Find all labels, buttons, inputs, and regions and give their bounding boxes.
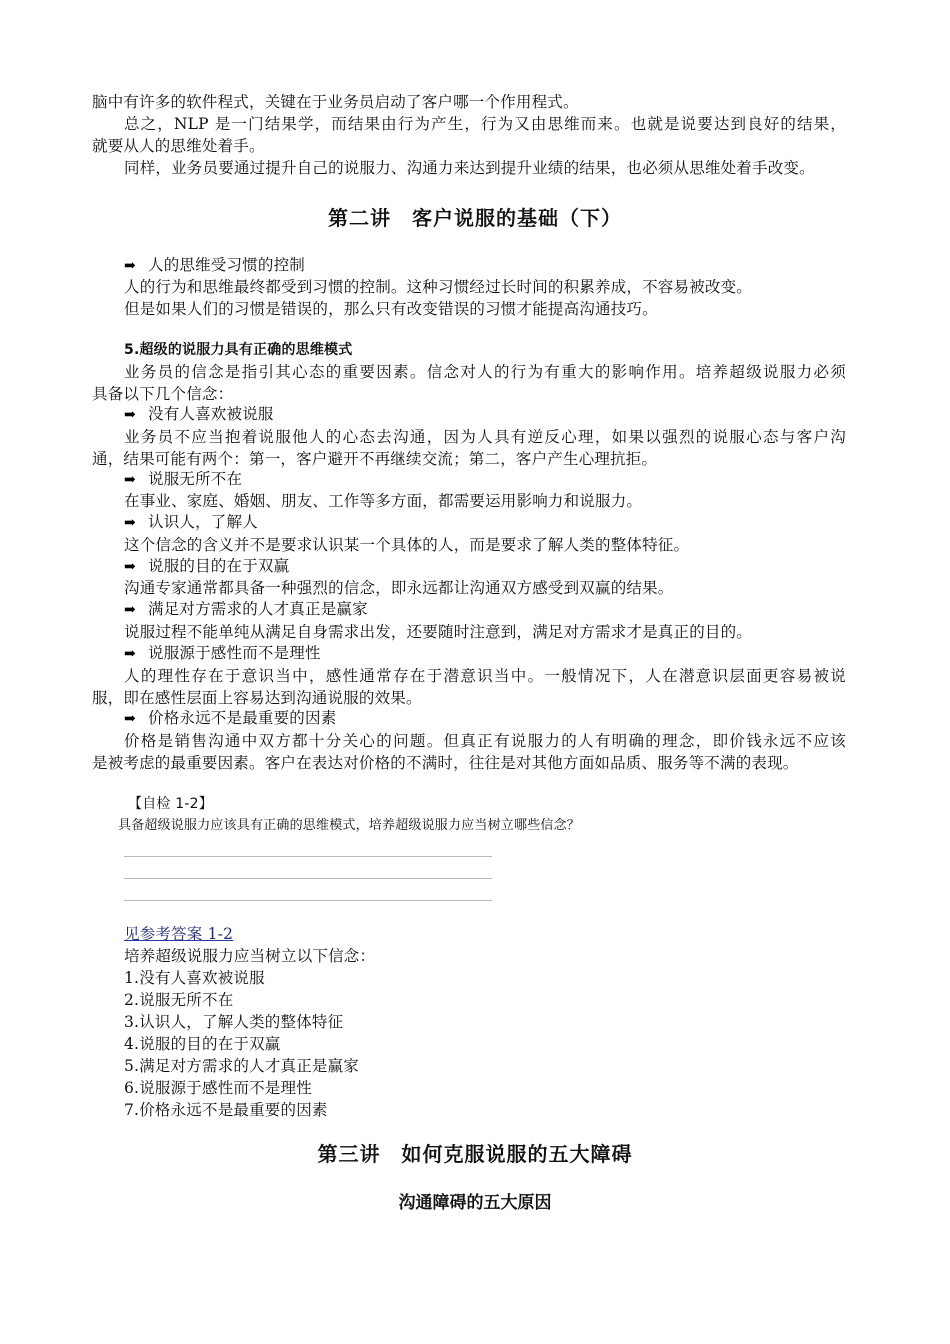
belief-text: 这个信念的含义并不是要求认识某一个具体的人，而是要求了解人类的整体特征。 [124,536,690,554]
belief-text: 是被考虑的最重要因素。客户在表达对价格的不满时，往往是对其他方面如品质、服务等不满的表现。 [92,754,799,772]
answer-intro: 培养超级说服力应当树立以下信念： [124,947,376,965]
belief-text: 人的理性存在于意识当中，感性通常存在于潜意识当中。一般情况下，人在潜意识层面更容易被说 [124,667,846,685]
belief-label: 说服源于感性而不是理性 [148,644,321,662]
intro-line: 同样，业务员要通过提升自己的说服力、沟通力来达到提升业绩的结果，也必须从思维处着手改变。 [124,159,815,177]
belief-label: 价格永远不是最重要的因素 [148,709,337,727]
answer-line[interactable] [124,878,492,879]
habit-text: 但是如果人们的习惯是错误的，那么只有改变错误的习惯才能提高沟通技巧。 [124,300,658,318]
belief-bullet [124,469,242,490]
belief-bullet [124,512,258,533]
section5-intro: 业务员的信念是指引其心态的重要因素。信念对人的行为有重大的影响作用。培养超级说服力必须 [124,363,846,381]
intro-line: 就要从人的思维处着手。 [92,137,265,155]
answer-item: 3.认识人，了解人类的整体特征 [124,1013,344,1031]
reference-answer-link[interactable]: 见参考答案 1-2 [124,925,234,943]
belief-label: 满足对方需求的人才真正是赢家 [148,600,368,618]
answer-item: 6.说服源于感性而不是理性 [124,1079,312,1097]
belief-text: 沟通专家通常都具备一种强烈的信念，即永远都让沟通双方感受到双赢的结果。 [124,579,674,597]
belief-bullet [124,556,289,577]
answer-line[interactable] [124,856,492,857]
lecture2-title: 第二讲 客户说服的基础（下） [328,206,622,230]
habit-text: 人的行为和思维最终都受到习惯的控制。这种习惯经过长时间的积累养成，不容易被改变。 [124,278,753,296]
intro-line: 脑中有许多的软件程式，关键在于业务员启动了客户哪一个作用程式。 [92,93,579,111]
belief-label: 没有人喜欢被说服 [148,405,274,423]
answer-line[interactable] [124,900,492,901]
arrow-right-icon: ➡ [124,711,136,727]
arrow-right-icon: ➡ [124,646,136,662]
habit-bullet-label: 人的思维受习惯的控制 [148,256,306,274]
selfcheck-question: 具备超级说服力应该具有正确的思维模式，培养超级说服力应当树立哪些信念？ [118,818,581,833]
intro-line: 总之，NLP 是一门结果学，而结果由行为产生，行为又由思维而来。也就是说要达到良好的结果， [124,115,846,133]
section5-intro: 具备以下几个信念： [92,385,234,403]
arrow-right-icon: ➡ [124,407,136,423]
belief-bullet [124,404,274,425]
belief-text: 服，即在感性层面上容易达到沟通说服的效果。 [92,689,422,707]
answer-item: 5.满足对方需求的人才真正是赢家 [124,1057,359,1075]
habit-bullet [124,255,305,276]
arrow-right-icon: ➡ [124,515,136,531]
belief-text: 业务员不应当抱着说服他人的心态去沟通，因为人具有逆反心理，如果以强烈的说服心态与客户沟 [124,428,846,446]
belief-text: 说服过程不能单纯从满足自身需求出发，还要随时注意到，满足对方需求才是真正的目的。 [124,623,753,641]
lecture3-subtitle: 沟通障碍的五大原因 [398,1193,552,1213]
belief-label: 认识人，了解人 [148,513,258,531]
arrow-right-icon: ➡ [124,602,136,618]
belief-label: 说服的目的在于双赢 [148,557,290,575]
belief-text: 通，结果可能有两个：第一，客户避开不再继续交流；第二，客户产生心理抗拒。 [92,450,658,468]
section5-title: 5.超级的说服力具有正确的思维模式 [124,342,353,358]
belief-text: 价格是销售沟通中双方都十分关心的问题。但真正有说服力的人有明确的理念，即价钱永远不应该 [124,732,846,750]
answer-item: 2.说服无所不在 [124,991,234,1009]
selfcheck-label: 【自检 1-2】 [128,796,213,812]
belief-bullet [124,599,368,620]
arrow-right-icon: ➡ [124,472,136,488]
answer-item: 1.没有人喜欢被说服 [124,969,265,987]
belief-bullet [124,643,321,664]
answer-item: 4.说服的目的在于双赢 [124,1035,281,1053]
belief-text: 在事业、家庭、婚姻、朋友、工作等多方面，都需要运用影响力和说服力。 [124,492,643,510]
lecture3-title: 第三讲 如何克服说服的五大障碍 [317,1142,633,1166]
answer-item: 7.价格永远不是最重要的因素 [124,1101,328,1119]
belief-label: 说服无所不在 [148,470,243,488]
belief-bullet [124,708,336,729]
arrow-right-icon: ➡ [124,258,136,274]
arrow-right-icon: ➡ [124,559,136,575]
